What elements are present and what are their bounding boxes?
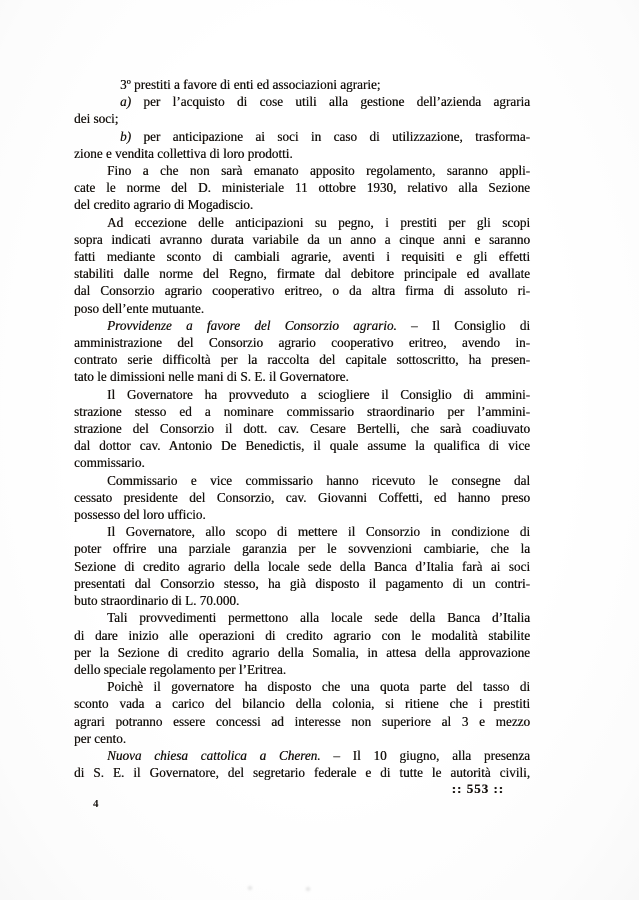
text-block — [74, 76, 530, 781]
text-line — [74, 334, 530, 351]
text-line — [74, 747, 530, 764]
text-line — [74, 231, 530, 248]
text-line — [74, 162, 530, 179]
text-line — [74, 214, 530, 231]
text-line — [74, 575, 530, 592]
text-segment: poter offrire una parziale garanzia per le sovvenzioni cambiarie, che la — [74, 541, 530, 557]
italic-text-segment: Provvidenze a favore del Consorzio agrario. — [107, 317, 397, 333]
text-line — [74, 437, 530, 454]
text-segment: per anticipazione ai soci in caso di utilizzazione, trasforma- — [131, 128, 530, 144]
text-line — [74, 713, 530, 730]
text-line — [74, 454, 530, 471]
text-line — [74, 110, 530, 127]
text-segment: dal Consorzio agrario cooperativo eritreo, o da altra firma di assoluto ri- — [74, 283, 530, 299]
text-segment: cate le norme del D. ministeriale 11 ottobre 1930, relativo alla Sezione — [74, 180, 530, 196]
text-segment: possesso del loro ufficio. — [74, 507, 206, 523]
text-segment: – Il 10 giugno, alla presenza — [320, 747, 530, 763]
text-line — [74, 317, 530, 334]
text-line — [74, 265, 530, 282]
text-line — [74, 282, 530, 299]
text-segment: buto straordinario di L. 70.000. — [74, 593, 240, 609]
text-segment: di S. E. il Governatore, del segretario federale e di tutte le autorità civili, — [74, 765, 530, 781]
text-segment: Sezione di credito agrario della locale sede della Banca d’Italia farà ai soci — [74, 558, 530, 574]
italic-text-segment: a) — [120, 94, 131, 110]
italic-text-segment: Nuova chiesa cattolica a Cheren. — [107, 747, 321, 763]
text-line — [74, 730, 530, 747]
text-line — [74, 196, 530, 213]
text-segment: dal dottor cav. Antonio De Benedictis, il quale assume la qualifica di vice — [74, 438, 530, 454]
text-line — [74, 420, 530, 437]
text-segment: Ad eccezione delle anticipazioni su pegno, i prestiti per gli scopi — [107, 214, 530, 230]
text-segment: dello speciale regolamento per l’Eritrea. — [74, 661, 286, 677]
text-line — [74, 145, 530, 162]
scan-speck — [306, 887, 310, 891]
text-segment: – Il Consiglio di — [396, 317, 530, 333]
text-line — [74, 661, 530, 678]
text-segment: Poichè il governatore ha disposto che una quota parte del tasso di — [107, 679, 530, 695]
page-number: :: 553 :: — [451, 781, 504, 796]
text-line — [74, 386, 530, 403]
text-line — [74, 248, 530, 265]
italic-text-segment: b) — [120, 128, 131, 144]
text-segment: per cento. — [74, 730, 126, 746]
text-segment: tato le dimissioni nelle mani di S. E. il Governatore. — [74, 369, 349, 385]
text-line — [74, 644, 530, 661]
text-segment: per l’acquisto di cose utili alla gestione dell’azienda agraria — [131, 94, 530, 110]
text-segment: sconto vada a carico del bilancio della colonia, si ritiene che i prestiti — [74, 696, 530, 712]
text-segment: Il Governatore, allo scopo di mettere il Consorzio in condizione di — [107, 524, 530, 540]
text-segment: dei soci; — [74, 111, 119, 127]
text-line — [74, 506, 530, 523]
text-segment: Tali provvedimenti permettono alla locale sede della Banca d’Italia — [107, 610, 530, 626]
text-segment: contrato serie difficoltà per la raccolta del capitale sottoscritto, ha presen- — [74, 352, 530, 368]
text-line — [74, 351, 530, 368]
text-line — [74, 764, 530, 781]
text-line — [74, 128, 530, 145]
text-line — [74, 540, 530, 557]
text-segment: sopra indicati avranno durata variabile da un anno a cinque anni e saranno — [74, 231, 530, 247]
text-segment: cessato presidente del Consorzio, cav. Giovanni Coffetti, ed hanno preso — [74, 489, 530, 505]
text-segment: strazione stesso ed a nominare commissario straordinario per l’ammini- — [74, 403, 530, 419]
text-line — [74, 523, 530, 540]
text-segment: commissario. — [74, 455, 145, 471]
text-segment: Il Governatore ha provveduto a sciogliere il Consiglio di ammini- — [107, 386, 530, 402]
text-segment: del credito agrario di Mogadiscio. — [74, 197, 254, 213]
text-segment: presentati dal Consorzio stesso, ha già disposto il pagamento di un contri- — [74, 575, 530, 591]
text-segment: 3º prestiti a favore di enti ed associazioni agrarie; — [120, 77, 381, 92]
scan-speck — [248, 886, 252, 890]
text-segment: Commissario e vice commissario hanno ricevuto le consegne dal — [107, 472, 530, 488]
text-line — [74, 179, 530, 196]
text-segment: zione e vendita collettiva di loro prodotti. — [74, 145, 293, 161]
text-segment: strazione del Consorzio il dott. cav. Cesare Bertelli, che sarà coadiuvato — [74, 421, 530, 437]
text-line — [74, 489, 530, 506]
text-segment: stabiliti dalle norme del Regno, firmate dal debitore principale ed avallate — [74, 266, 530, 282]
text-line — [74, 678, 530, 695]
text-segment: Fino a che non sarà emanato apposito regolamento, saranno appli- — [107, 163, 530, 179]
text-segment: amministrazione del Consorzio agrario cooperativo eritreo, avendo in- — [74, 335, 530, 351]
signature-mark: 4 — [93, 798, 99, 810]
text-line — [74, 368, 530, 385]
text-line — [74, 695, 530, 712]
text-line — [74, 93, 530, 110]
text-line — [74, 627, 530, 644]
text-segment: fatti mediante sconto di cambiali agrarie, aventi i requisiti e gli effetti — [74, 249, 530, 265]
text-segment: di dare inizio alle operazioni di credito agrario con le modalità stabilite — [74, 627, 530, 643]
text-line — [74, 558, 530, 575]
text-line — [74, 592, 530, 609]
text-line — [74, 403, 530, 420]
text-line — [74, 76, 530, 93]
text-line — [74, 609, 530, 626]
text-line — [74, 300, 530, 317]
text-segment: per la Sezione di credito agrario della Somalia, in attesa della approvazione — [74, 644, 530, 660]
text-line — [74, 472, 530, 489]
text-segment: agrari potranno essere concessi ad interesse non superiore al 3 e mezzo — [74, 713, 530, 729]
text-segment: poso dell’ente mutuante. — [74, 300, 205, 316]
